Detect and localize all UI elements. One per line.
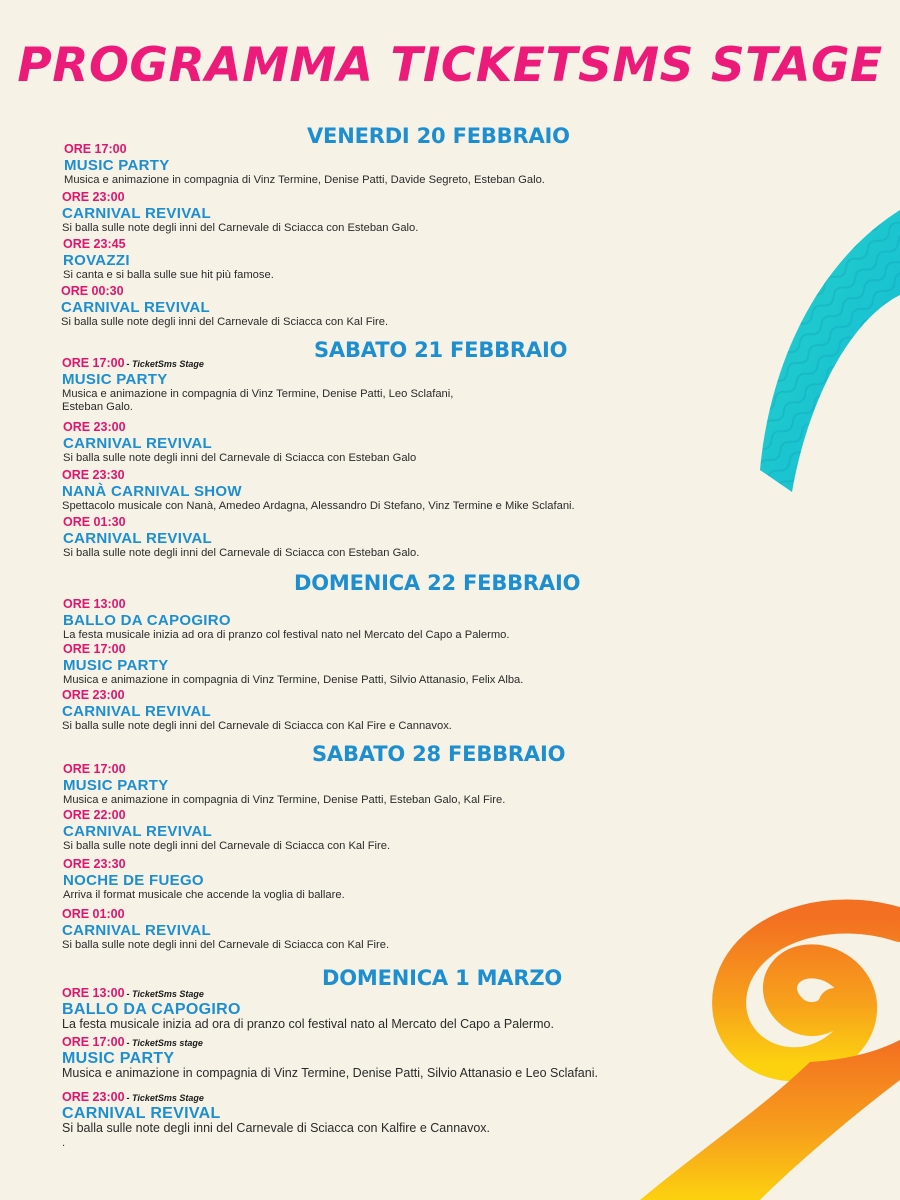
event-name: CARNIVAL REVIVAL <box>63 823 212 840</box>
event-name: BALLO DA CAPOGIRO <box>63 612 231 629</box>
event-stage-label: - TicketSms Stage <box>126 359 204 369</box>
event-time-text: ORE 23:00 <box>63 420 126 434</box>
day-heading: VENERDI 20 FEBBRAIO <box>307 124 570 148</box>
event-description: Musica e animazione in compagnia di Vinz Termine, Denise Patti, Silvio Attanasio, Felix Alba. <box>63 674 524 686</box>
event-name: CARNIVAL REVIVAL <box>63 435 212 452</box>
event-time-text: ORE 23:30 <box>62 468 125 482</box>
event-time <box>63 642 126 656</box>
event-description: Si balla sulle note degli inni del Carnevale di Sciacca con Esteban Galo <box>63 452 417 464</box>
orange-ribbon-shape <box>640 917 900 1200</box>
event-name: MUSIC PARTY <box>62 1050 175 1067</box>
event-time <box>62 356 204 370</box>
event-time-text: ORE 17:00 <box>62 356 125 370</box>
event-name: ROVAZZI <box>63 252 130 269</box>
event-time-text: ORE 17:00 <box>63 762 126 776</box>
event-name: CARNIVAL REVIVAL <box>61 299 210 316</box>
event-time-text: ORE 17:00 <box>62 1035 125 1049</box>
event-name: CARNIVAL REVIVAL <box>63 530 212 547</box>
event-time <box>62 986 204 1000</box>
event-time <box>63 515 126 529</box>
event-time <box>63 420 126 434</box>
event-time-text: ORE 01:30 <box>63 515 126 529</box>
event-time-text: ORE 01:00 <box>62 907 125 921</box>
event-time-text: ORE 13:00 <box>62 986 125 1000</box>
event-time <box>63 808 126 822</box>
event-time-text: ORE 13:00 <box>63 597 126 611</box>
event-description: Musica e animazione in compagnia di Vinz Termine, Denise Patti, Leo Sclafani, Esteban Galo. <box>62 388 454 413</box>
event-description: Spettacolo musicale con Nanà, Amedeo Ardagna, Alessandro Di Stefano, Vinz Termine e Mike Sclafani. <box>62 500 575 512</box>
event-description: Musica e animazione in compagnia di Vinz Termine, Denise Patti, Davide Segreto, Esteban Galo. <box>64 174 545 186</box>
event-name: MUSIC PARTY <box>63 657 169 674</box>
event-description: Si balla sulle note degli inni del Carnevale di Sciacca con Kal Fire. <box>61 316 389 328</box>
event-time-text: ORE 23:00 <box>62 190 125 204</box>
event-time <box>62 190 125 204</box>
event-time-text: ORE 22:00 <box>63 808 126 822</box>
event-time <box>62 1090 204 1104</box>
event-time <box>62 688 125 702</box>
event-time <box>63 762 126 776</box>
event-stage-label: - TicketSms Stage <box>126 989 204 999</box>
event-name: BALLO DA CAPOGIRO <box>62 1001 241 1018</box>
event-description: Si canta e si balla sulle sue hit più famose. <box>63 269 274 281</box>
event-time-text: ORE 23:00 <box>62 688 125 702</box>
event-description: Arriva il format musicale che accende la voglia di ballare. <box>63 889 345 901</box>
event-description: Musica e animazione in compagnia di Vinz Termine, Denise Patti, Esteban Galo, Kal Fire. <box>63 794 506 806</box>
event-description: La festa musicale inizia ad ora di pranzo col festival nato nel Mercato del Capo a Palermo. <box>63 629 510 641</box>
event-name: CARNIVAL REVIVAL <box>62 205 211 222</box>
trailing-mark: . <box>62 1137 66 1149</box>
event-description: Si balla sulle note degli inni del Carnevale di Sciacca con Kalfire e Cannavox. <box>62 1121 491 1135</box>
event-description: Si balla sulle note degli inni del Carnevale di Sciacca con Kal Fire e Cannavox. <box>62 720 452 732</box>
event-time <box>64 142 127 156</box>
event-name: MUSIC PARTY <box>64 157 170 174</box>
event-name: MUSIC PARTY <box>62 371 168 388</box>
teal-ribbon-shape <box>760 210 900 492</box>
event-description: Si balla sulle note degli inni del Carnevale di Sciacca con Kal Fire. <box>62 939 390 951</box>
event-time-text: ORE 23:45 <box>63 237 126 251</box>
event-time-text: ORE 23:30 <box>63 857 126 871</box>
page-title: PROGRAMMA TICKETSMS STAGE <box>17 38 883 93</box>
day-heading: DOMENICA 22 FEBBRAIO <box>294 571 581 595</box>
event-time-text: ORE 17:00 <box>64 142 127 156</box>
event-description: Si balla sulle note degli inni del Carnevale di Sciacca con Esteban Galo. <box>63 547 420 559</box>
day-heading: SABATO 28 FEBBRAIO <box>312 742 566 766</box>
event-name: CARNIVAL REVIVAL <box>62 1105 221 1122</box>
event-time <box>63 237 126 251</box>
event-time-text: ORE 17:00 <box>63 642 126 656</box>
event-time <box>62 1035 203 1049</box>
event-time-text: ORE 23:00 <box>62 1090 125 1104</box>
event-name: NANÀ CARNIVAL SHOW <box>62 483 242 500</box>
event-time <box>62 468 125 482</box>
event-description: Musica e animazione in compagnia di Vinz Termine, Denise Patti, Silvio Attanasio e Leo Sclafani. <box>62 1066 598 1080</box>
event-description: Si balla sulle note degli inni del Carnevale di Sciacca con Esteban Galo. <box>62 222 419 234</box>
event-time <box>63 597 126 611</box>
event-name: NOCHE DE FUEGO <box>63 872 204 889</box>
event-description: La festa musicale inizia ad ora di pranzo col festival nato al Mercato del Capo a Palermo. <box>62 1017 554 1031</box>
event-name: MUSIC PARTY <box>63 777 169 794</box>
event-description: Si balla sulle note degli inni del Carnevale di Sciacca con Kal Fire. <box>63 840 391 852</box>
event-time <box>62 907 125 921</box>
event-stage-label: - TicketSms Stage <box>126 1093 204 1103</box>
event-name: CARNIVAL REVIVAL <box>62 922 211 939</box>
event-time <box>61 284 124 298</box>
event-time-text: ORE 00:30 <box>61 284 124 298</box>
event-name: CARNIVAL REVIVAL <box>62 703 211 720</box>
event-stage-label: - TicketSms stage <box>126 1038 203 1048</box>
event-time <box>63 857 126 871</box>
day-heading: DOMENICA 1 MARZO <box>322 966 563 990</box>
day-heading: SABATO 21 FEBBRAIO <box>314 338 568 362</box>
